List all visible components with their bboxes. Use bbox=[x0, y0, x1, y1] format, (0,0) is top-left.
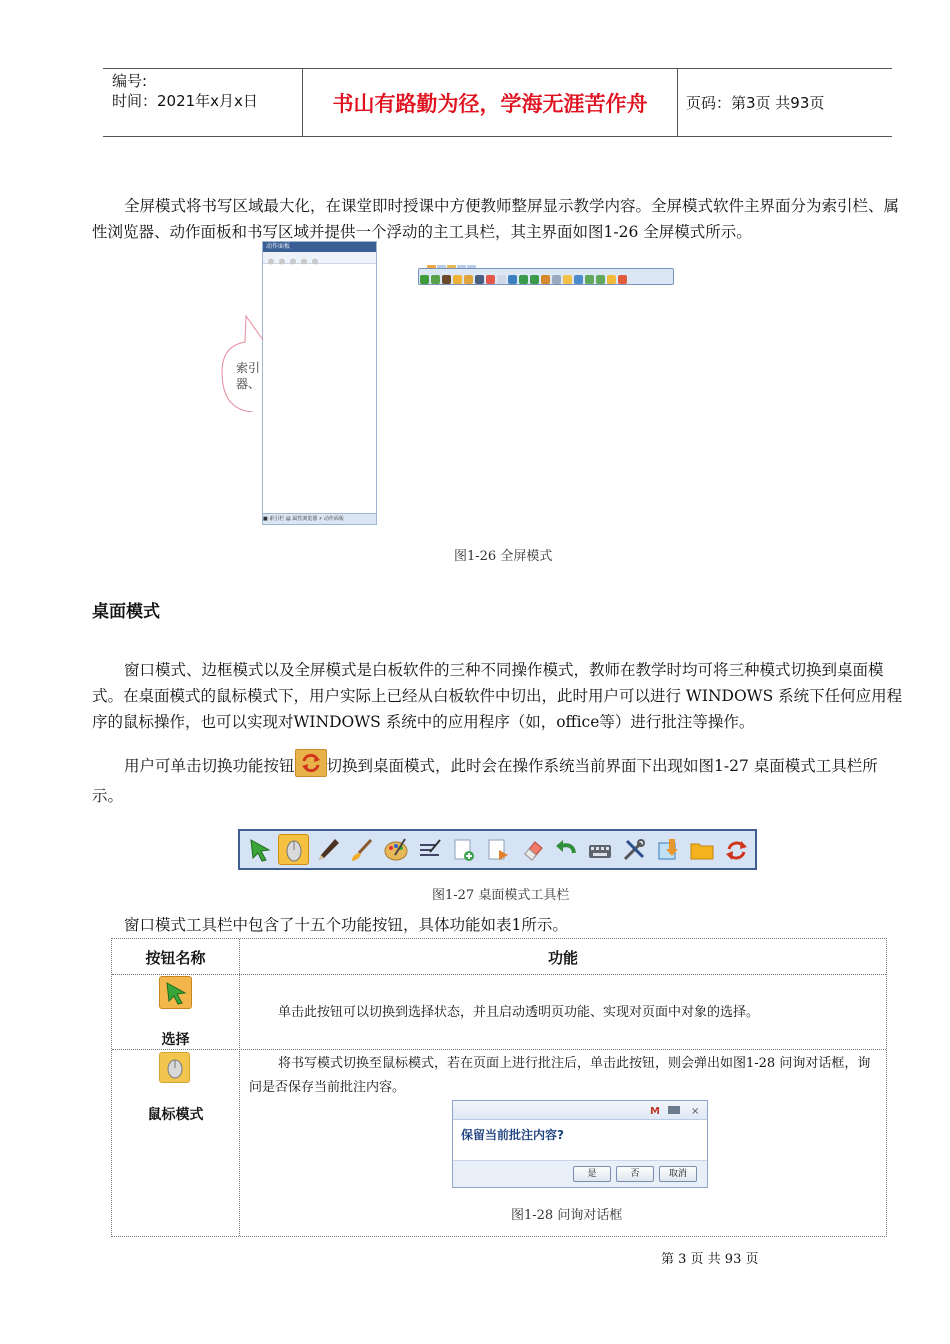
section-heading: 桌面模式 bbox=[92, 602, 160, 622]
switch-mode-icon bbox=[295, 749, 327, 777]
new-page-icon[interactable] bbox=[448, 834, 479, 865]
panel-title: 动作面板 bbox=[263, 242, 376, 252]
mini-icon[interactable] bbox=[475, 275, 484, 284]
time-label: 时间：2021年x月x日 bbox=[112, 92, 258, 110]
panel-tabs[interactable]: ■ 索引栏 ▤ 属性浏览器 ⚡ 动作面板 bbox=[263, 513, 376, 524]
mini-undo-icon[interactable] bbox=[519, 275, 528, 284]
function-table bbox=[111, 938, 887, 1237]
header-page-number: 页码：第3页 共93页 bbox=[686, 94, 825, 112]
mouse-icon[interactable] bbox=[278, 834, 309, 865]
mini-icon[interactable] bbox=[497, 275, 506, 284]
yes-button[interactable]: 是 bbox=[573, 1166, 611, 1182]
table-header-function: 功能 bbox=[547, 949, 578, 967]
select-arrow-icon[interactable] bbox=[244, 834, 275, 865]
row-name-mouse: 鼠标模式 bbox=[147, 1107, 204, 1123]
confirm-dialog bbox=[452, 1100, 708, 1188]
page-footer: 第 3 页 共 93 页 bbox=[661, 1252, 759, 1267]
code-label: 编号: bbox=[112, 72, 148, 90]
floating-main-toolbar bbox=[418, 268, 674, 285]
header-meta bbox=[103, 69, 303, 136]
pen-icon[interactable] bbox=[312, 834, 343, 865]
tools-icon[interactable] bbox=[618, 834, 649, 865]
row-desc-mouse: 将书写模式切换至鼠标模式，若在页面上进行批注后，单击此按钮，则会弹出如图1-28 问询对话框，询问是否保存当前批注内容。 bbox=[249, 1056, 871, 1095]
mini-icon[interactable] bbox=[486, 275, 495, 284]
svg-text:M: M bbox=[650, 1106, 660, 1117]
mini-select-icon[interactable] bbox=[420, 275, 429, 284]
eraser-icon[interactable] bbox=[516, 834, 547, 865]
svg-text:×: × bbox=[691, 1106, 700, 1117]
capture-icon[interactable] bbox=[652, 834, 683, 865]
dialog-question: 保留当前批注内容? bbox=[461, 1128, 564, 1142]
brush-icon[interactable] bbox=[346, 834, 377, 865]
table-row-divider bbox=[112, 1049, 886, 1050]
no-button[interactable]: 否 bbox=[616, 1166, 654, 1182]
mini-pen-icon[interactable] bbox=[442, 275, 451, 284]
mini-icon[interactable] bbox=[552, 275, 561, 284]
dialog-title-icons bbox=[453, 1101, 707, 1119]
dialog-titlebar bbox=[453, 1101, 707, 1120]
panel-toolbar bbox=[263, 252, 376, 264]
desktop-mode-paragraph: 窗口模式、边框模式以及全屏模式是白板软件的三种不同操作模式，教师在教学时均可将三种模式切换到桌面模式。在桌面模式的鼠标模式下，用户实际上已经从白板软件中切出，此时用户可以进行 WINDOWS 系统下任何应用程序的鼠标操作，也可以实现对WINDOWS 系统中的应用程序（如，office等）进行批注等操作。 bbox=[92, 661, 903, 731]
header-motto: 书山有路勤为径，学海无涯苦作舟 bbox=[303, 69, 678, 136]
switch-paragraph bbox=[92, 749, 907, 811]
mini-icon[interactable] bbox=[563, 275, 572, 284]
folder-icon[interactable] bbox=[686, 834, 717, 865]
intro-paragraph: 全屏模式将书写区域最大化，在课堂即时授课中方便教师整屏显示教学内容。全屏模式软件主界面分为索引栏、属性浏览器、动作面板和书写区域并提供一个浮动的主工具栏，其主界面如图1-26 全屏模式所示。 bbox=[92, 197, 900, 241]
row-name-select: 选择 bbox=[161, 1032, 190, 1048]
handwriting-icon[interactable] bbox=[414, 834, 445, 865]
fig26-caption: 图1-26 全屏模式 bbox=[454, 549, 553, 564]
mini-icon[interactable] bbox=[431, 275, 440, 284]
switch-text-after: 切换到桌面模式，此时会在操作系统当前界面下出现如图1-27 桌面模式工具栏所示。 bbox=[92, 757, 878, 805]
callout-text bbox=[236, 360, 260, 392]
table-column-divider bbox=[239, 939, 240, 1236]
panel-tool-icons bbox=[263, 256, 376, 267]
switch-text-before: 用户可单击切换功能按钮 bbox=[124, 757, 295, 775]
table-header-name: 按钮名称 bbox=[145, 949, 206, 967]
mini-icon[interactable] bbox=[574, 275, 583, 284]
action-panel bbox=[262, 241, 377, 525]
switch-mode-icon[interactable] bbox=[720, 834, 751, 865]
select-arrow-icon bbox=[159, 976, 192, 1009]
mouse-icon bbox=[159, 1052, 190, 1083]
undo-icon[interactable] bbox=[550, 834, 581, 865]
mini-switch-icon[interactable] bbox=[618, 275, 627, 284]
mini-brush-icon[interactable] bbox=[453, 275, 462, 284]
keyboard-icon[interactable] bbox=[584, 834, 615, 865]
row-desc-select: 单击此按钮可以切换到选择状态，并且启动透明页功能、实现对页面中对象的选择。 bbox=[278, 1005, 760, 1020]
cancel-button[interactable]: 取消 bbox=[659, 1166, 697, 1182]
palette-icon[interactable] bbox=[380, 834, 411, 865]
table-row-divider bbox=[112, 974, 886, 975]
callout-line-1: 索引 bbox=[236, 361, 261, 375]
mini-icon[interactable] bbox=[596, 275, 605, 284]
mini-icon[interactable] bbox=[508, 275, 517, 284]
mini-palette-icon[interactable] bbox=[464, 275, 473, 284]
desktop-mode-toolbar bbox=[238, 829, 757, 870]
fig28-caption: 图1-28 问询对话框 bbox=[511, 1208, 623, 1223]
table-intro-paragraph: 窗口模式工具栏中包含了十五个功能按钮，具体功能如表1所示。 bbox=[124, 916, 568, 934]
mini-redo-icon[interactable] bbox=[530, 275, 539, 284]
dialog-footer bbox=[453, 1160, 707, 1187]
page-header bbox=[103, 68, 892, 137]
callout-line-2: 器、 bbox=[236, 377, 261, 391]
mini-icon[interactable] bbox=[541, 275, 550, 284]
next-page-icon[interactable] bbox=[482, 834, 513, 865]
fig27-caption: 图1-27 桌面模式工具栏 bbox=[432, 888, 570, 903]
mini-folder-icon[interactable] bbox=[607, 275, 616, 284]
mini-icon[interactable] bbox=[585, 275, 594, 284]
mini-toolbar-tabs bbox=[427, 258, 487, 268]
